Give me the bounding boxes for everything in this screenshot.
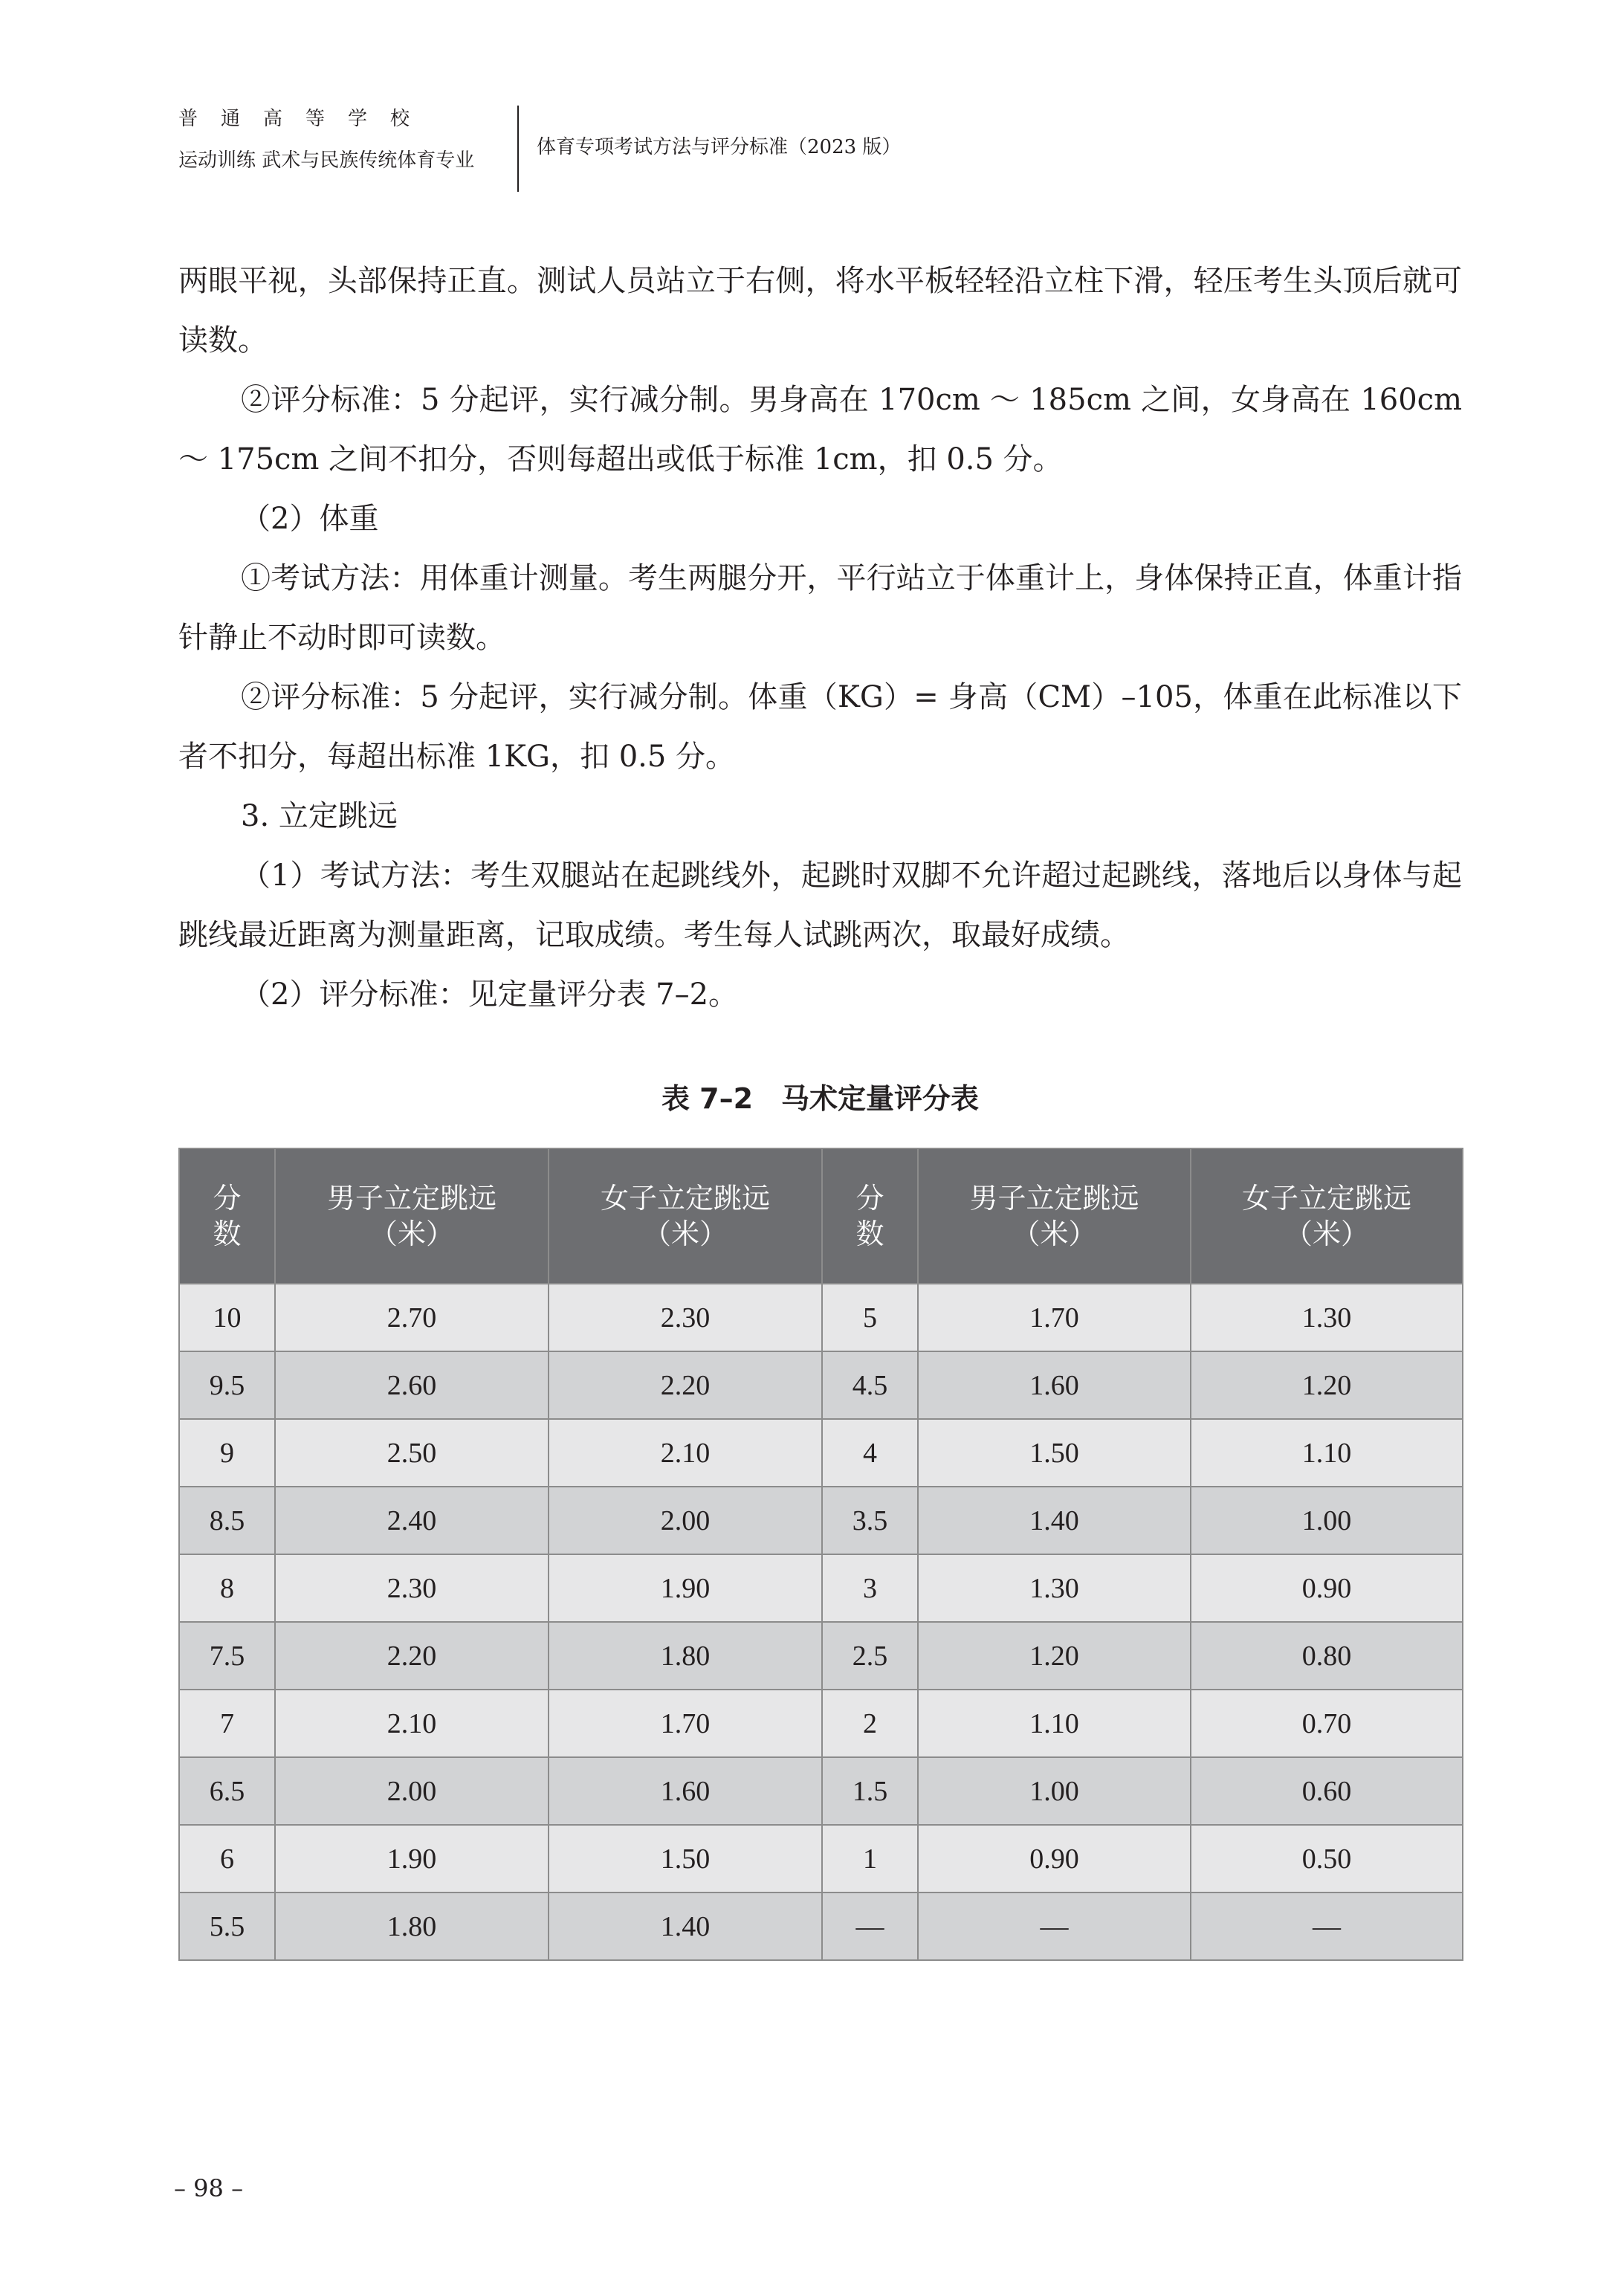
table-row <box>179 1690 1463 1757</box>
paragraph: （2）评分标准：见定量评分表 7–2。 <box>241 977 739 1012</box>
score-cell: 6.5 <box>179 1757 275 1825</box>
female-jump-cell: 0.80 <box>1191 1622 1463 1690</box>
male-jump-cell: 1.90 <box>275 1825 549 1892</box>
table-caption: 表 7–2 马术定量评分表 <box>661 1082 980 1115</box>
score-cell: 1.5 <box>822 1757 918 1825</box>
score-cell: 9 <box>179 1419 275 1487</box>
section-heading: （2）体重 <box>241 502 379 536</box>
score-cell: 4.5 <box>822 1351 918 1419</box>
female-jump-cell: 2.10 <box>549 1419 822 1487</box>
female-jump-cell: 0.70 <box>1191 1690 1463 1757</box>
female-jump-cell: 1.70 <box>549 1690 822 1757</box>
male-jump-cell: 1.80 <box>275 1892 549 1960</box>
score-cell: 3 <box>822 1554 918 1622</box>
score-cell: 6 <box>179 1825 275 1892</box>
table-row <box>179 1351 1463 1419</box>
header-series-title: 普通高等学校 <box>178 108 433 130</box>
header-score: 分 数 <box>822 1148 918 1284</box>
score-cell: 7.5 <box>179 1622 275 1690</box>
header-male-long-jump: 男子立定跳远 （米） <box>918 1148 1191 1284</box>
female-jump-cell: 1.90 <box>549 1554 822 1622</box>
female-jump-cell: 1.40 <box>549 1892 822 1960</box>
male-jump-cell: 1.20 <box>918 1622 1191 1690</box>
male-jump-cell: 1.00 <box>918 1757 1191 1825</box>
paragraph: ①考试方法：用体重计测量。考生两腿分开，平行站立于体重计上，身体保持正直，体重计指针静止不动时即可读数。 <box>178 561 1462 655</box>
table-row <box>179 1284 1463 1351</box>
male-jump-cell: 1.70 <box>918 1284 1191 1351</box>
female-jump-cell: 0.60 <box>1191 1757 1463 1825</box>
male-jump-cell: 2.60 <box>275 1351 549 1419</box>
table-row <box>179 1622 1463 1690</box>
paragraph: ②评分标准：5 分起评，实行减分制。体重（KG）= 身高（CM）–105，体重在此标准以下者不扣分，每超出标准 1KG，扣 0.5 分。 <box>178 680 1462 774</box>
table-row <box>179 1419 1463 1487</box>
male-jump-cell: 0.90 <box>918 1825 1191 1892</box>
male-jump-cell: 2.20 <box>275 1622 549 1690</box>
female-jump-cell: 1.10 <box>1191 1419 1463 1487</box>
table-row <box>179 1825 1463 1892</box>
paragraph: 两眼平视，头部保持正直。测试人员站立于右侧，将水平板轻轻沿立柱下滑，轻压考生头顶后就可读数。 <box>178 264 1462 358</box>
male-jump-cell: 1.60 <box>918 1351 1191 1419</box>
score-cell: 8 <box>179 1554 275 1622</box>
paragraph: （1）考试方法：考生双腿站在起跳线外，起跳时双脚不允许超过起跳线，落地后以身体与起跳线最近距离为测量距离，记取成绩。考生每人试跳两次，取最好成绩。 <box>178 859 1462 952</box>
header-major: 运动训练 武术与民族传统体育专业 <box>178 149 475 172</box>
header-book-title: 体育专项考试方法与评分标准（2023 版） <box>537 136 902 158</box>
female-jump-cell: 0.50 <box>1191 1825 1463 1892</box>
male-jump-cell: — <box>918 1892 1191 1960</box>
header-female-long-jump: 女子立定跳远 （米） <box>1191 1148 1463 1284</box>
female-jump-cell: 1.20 <box>1191 1351 1463 1419</box>
score-cell: 5 <box>822 1284 918 1351</box>
header-divider <box>517 106 519 192</box>
body-text <box>178 251 1462 1024</box>
female-jump-cell: 1.60 <box>549 1757 822 1825</box>
paragraph: ②评分标准：5 分起评，实行减分制。男身高在 170cm ～ 185cm 之间，女身高在 160cm ～ 175cm 之间不扣分，否则每超出或低于标准 1cm，扣 0.5 分。 <box>178 383 1462 476</box>
male-jump-cell: 2.00 <box>275 1757 549 1825</box>
male-jump-cell: 2.70 <box>275 1284 549 1351</box>
female-jump-cell: 2.00 <box>549 1487 822 1554</box>
header-female-long-jump: 女子立定跳远 （米） <box>549 1148 822 1284</box>
section-heading: 3. 立定跳远 <box>241 799 398 833</box>
score-cell: 8.5 <box>179 1487 275 1554</box>
female-jump-cell: 1.00 <box>1191 1487 1463 1554</box>
header-male-long-jump: 男子立定跳远 （米） <box>275 1148 549 1284</box>
table-row <box>179 1487 1463 1554</box>
page-number: – 98 – <box>174 2174 244 2202</box>
male-jump-cell: 2.30 <box>275 1554 549 1622</box>
female-jump-cell: 2.20 <box>549 1351 822 1419</box>
header-score: 分 数 <box>179 1148 275 1284</box>
table-row <box>179 1892 1463 1960</box>
score-cell: 5.5 <box>179 1892 275 1960</box>
male-jump-cell: 2.40 <box>275 1487 549 1554</box>
score-cell: 9.5 <box>179 1351 275 1419</box>
header-left <box>178 104 513 175</box>
score-cell: 4 <box>822 1419 918 1487</box>
male-jump-cell: 2.10 <box>275 1690 549 1757</box>
table-row <box>179 1554 1463 1622</box>
male-jump-cell: 1.10 <box>918 1690 1191 1757</box>
male-jump-cell: 1.50 <box>918 1419 1191 1487</box>
female-jump-cell: 0.90 <box>1191 1554 1463 1622</box>
male-jump-cell: 1.30 <box>918 1554 1191 1622</box>
female-jump-cell: 1.80 <box>549 1622 822 1690</box>
score-cell: 7 <box>179 1690 275 1757</box>
female-jump-cell: 2.30 <box>549 1284 822 1351</box>
running-header <box>178 104 1486 186</box>
female-jump-cell: — <box>1191 1892 1463 1960</box>
score-cell: 10 <box>179 1284 275 1351</box>
score-cell: 2.5 <box>822 1622 918 1690</box>
table-header-row <box>179 1148 1463 1284</box>
score-cell: 1 <box>822 1825 918 1892</box>
female-jump-cell: 1.50 <box>549 1825 822 1892</box>
male-jump-cell: 2.50 <box>275 1419 549 1487</box>
female-jump-cell: 1.30 <box>1191 1284 1463 1351</box>
score-cell: 3.5 <box>822 1487 918 1554</box>
score-table <box>178 1148 1463 1961</box>
score-cell: — <box>822 1892 918 1960</box>
score-cell: 2 <box>822 1690 918 1757</box>
male-jump-cell: 1.40 <box>918 1487 1191 1554</box>
table-row <box>179 1757 1463 1825</box>
